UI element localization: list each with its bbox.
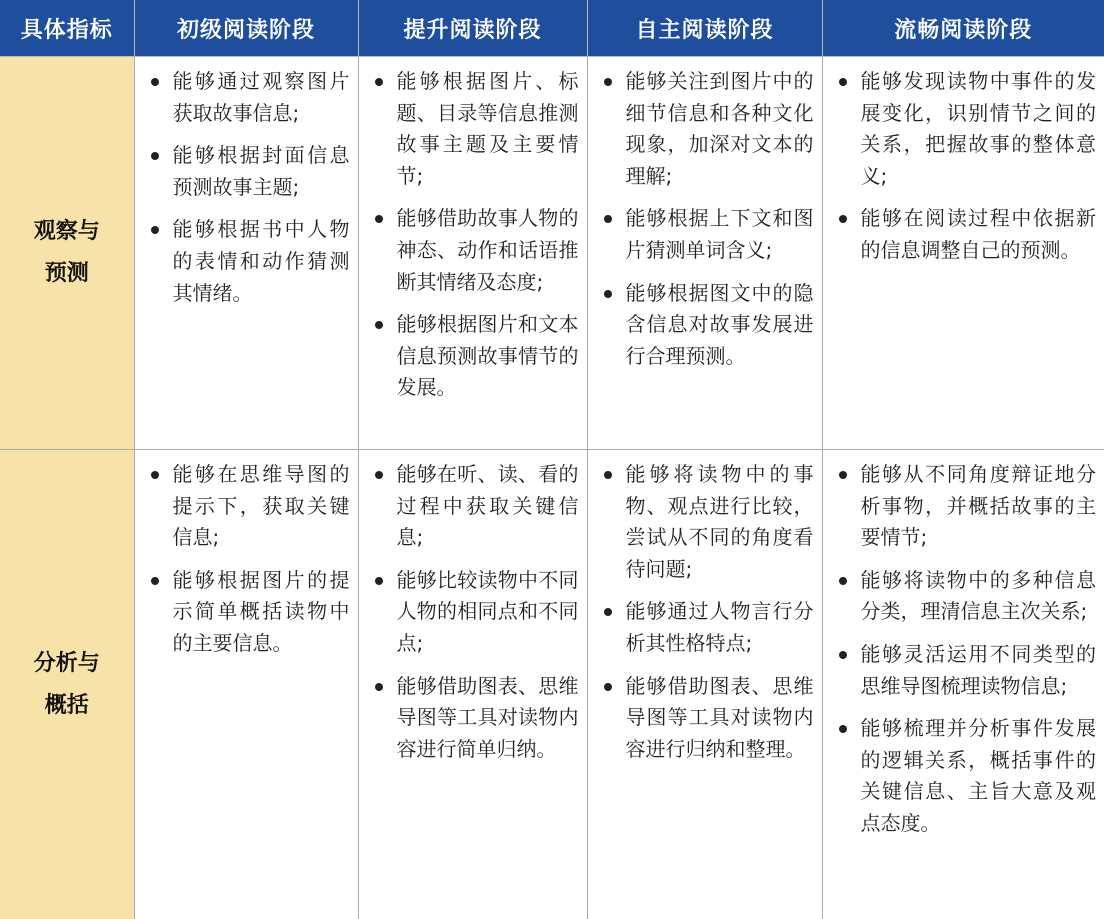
list-item: 能够根据封面信息预测故事主题; xyxy=(149,140,350,203)
cell-observe-improving xyxy=(358,57,587,450)
table-row-analyze-summarize xyxy=(0,450,1104,919)
cell-observe-beginner xyxy=(134,57,358,450)
list-item: 能够在听、读、看的过程中获取关键信息; xyxy=(373,459,579,554)
list-item: 能够比较读物中不同人物的相同点和不同点; xyxy=(373,565,579,660)
list-item: 能够借助故事人物的神态、动作和话语推断其情绪及态度; xyxy=(373,203,579,298)
list-item: 能够借助图表、思维导图等工具对读物内容进行归纳和整理。 xyxy=(602,671,814,766)
list-item: 能够根据图片和文本信息预测故事情节的发展。 xyxy=(373,309,579,404)
row-label-text: 观察与预测 xyxy=(33,219,100,286)
list-item: 能够将读物中的多种信息分类，理清信息主次关系; xyxy=(837,565,1097,628)
bullet-list xyxy=(823,450,1104,840)
bullet-list xyxy=(359,450,587,765)
list-item: 能够借助图表、思维导图等工具对读物内容进行简单归纳。 xyxy=(373,671,579,766)
header-stage-improving: 提升阅读阶段 xyxy=(358,0,587,57)
list-item: 能够发现读物中事件的发展变化，识别情节之间的关系，把握故事的整体意义; xyxy=(837,66,1097,192)
header-row xyxy=(0,0,1104,57)
cell-analyze-beginner xyxy=(134,450,358,919)
list-item: 能够将读物中的事物、观点进行比较，尝试从不同的角度看待问题; xyxy=(602,459,814,585)
bullet-list xyxy=(588,57,822,372)
bullet-list xyxy=(135,450,358,660)
list-item: 能够灵活运用不同类型的思维导图梳理读物信息; xyxy=(837,639,1097,702)
cell-observe-fluent xyxy=(822,57,1104,450)
header-stage-independent: 自主阅读阶段 xyxy=(587,0,822,57)
bullet-list xyxy=(359,57,587,404)
bullet-list xyxy=(588,450,822,765)
header-stage-beginner: 初级阅读阶段 xyxy=(134,0,358,57)
cell-analyze-fluent xyxy=(822,450,1104,919)
bullet-list xyxy=(823,57,1104,267)
table-row-observe-predict xyxy=(0,57,1104,450)
list-item: 能够从不同角度辩证地分析事物，并概括故事的主要情节; xyxy=(837,459,1097,554)
row-label-observe-predict xyxy=(0,57,134,450)
list-item: 能够通过人物言行分析其性格特点; xyxy=(602,596,814,659)
header-indicator: 具体指标 xyxy=(0,0,134,57)
header-stage-fluent: 流畅阅读阶段 xyxy=(822,0,1104,57)
list-item: 能够根据图片的提示简单概括读物中的主要信息。 xyxy=(149,565,350,660)
list-item: 能够根据图文中的隐含信息对故事发展进行合理预测。 xyxy=(602,278,814,373)
row-label-text: 分析与概括 xyxy=(33,650,100,718)
cell-analyze-improving xyxy=(358,450,587,919)
cell-observe-independent xyxy=(587,57,822,450)
cell-analyze-independent xyxy=(587,450,822,919)
list-item: 能够根据上下文和图片猜测单词含义; xyxy=(602,203,814,266)
list-item: 能够梳理并分析事件发展的逻辑关系，概括事件的关键信息、主旨大意及观点态度。 xyxy=(837,713,1097,839)
list-item: 能够根据图片、标题、目录等信息推测故事主题及主要情节; xyxy=(373,66,579,192)
list-item: 能够在阅读过程中依据新的信息调整自己的预测。 xyxy=(837,203,1097,266)
list-item: 能够在思维导图的提示下，获取关键信息; xyxy=(149,459,350,554)
list-item: 能够根据书中人物的表情和动作猜测其情绪。 xyxy=(149,214,350,309)
list-item: 能够关注到图片中的细节信息和各种文化现象，加深对文本的理解; xyxy=(602,66,814,192)
list-item: 能够通过观察图片获取故事信息; xyxy=(149,66,350,129)
row-label-analyze-summarize xyxy=(0,450,134,919)
bullet-list xyxy=(135,57,358,309)
